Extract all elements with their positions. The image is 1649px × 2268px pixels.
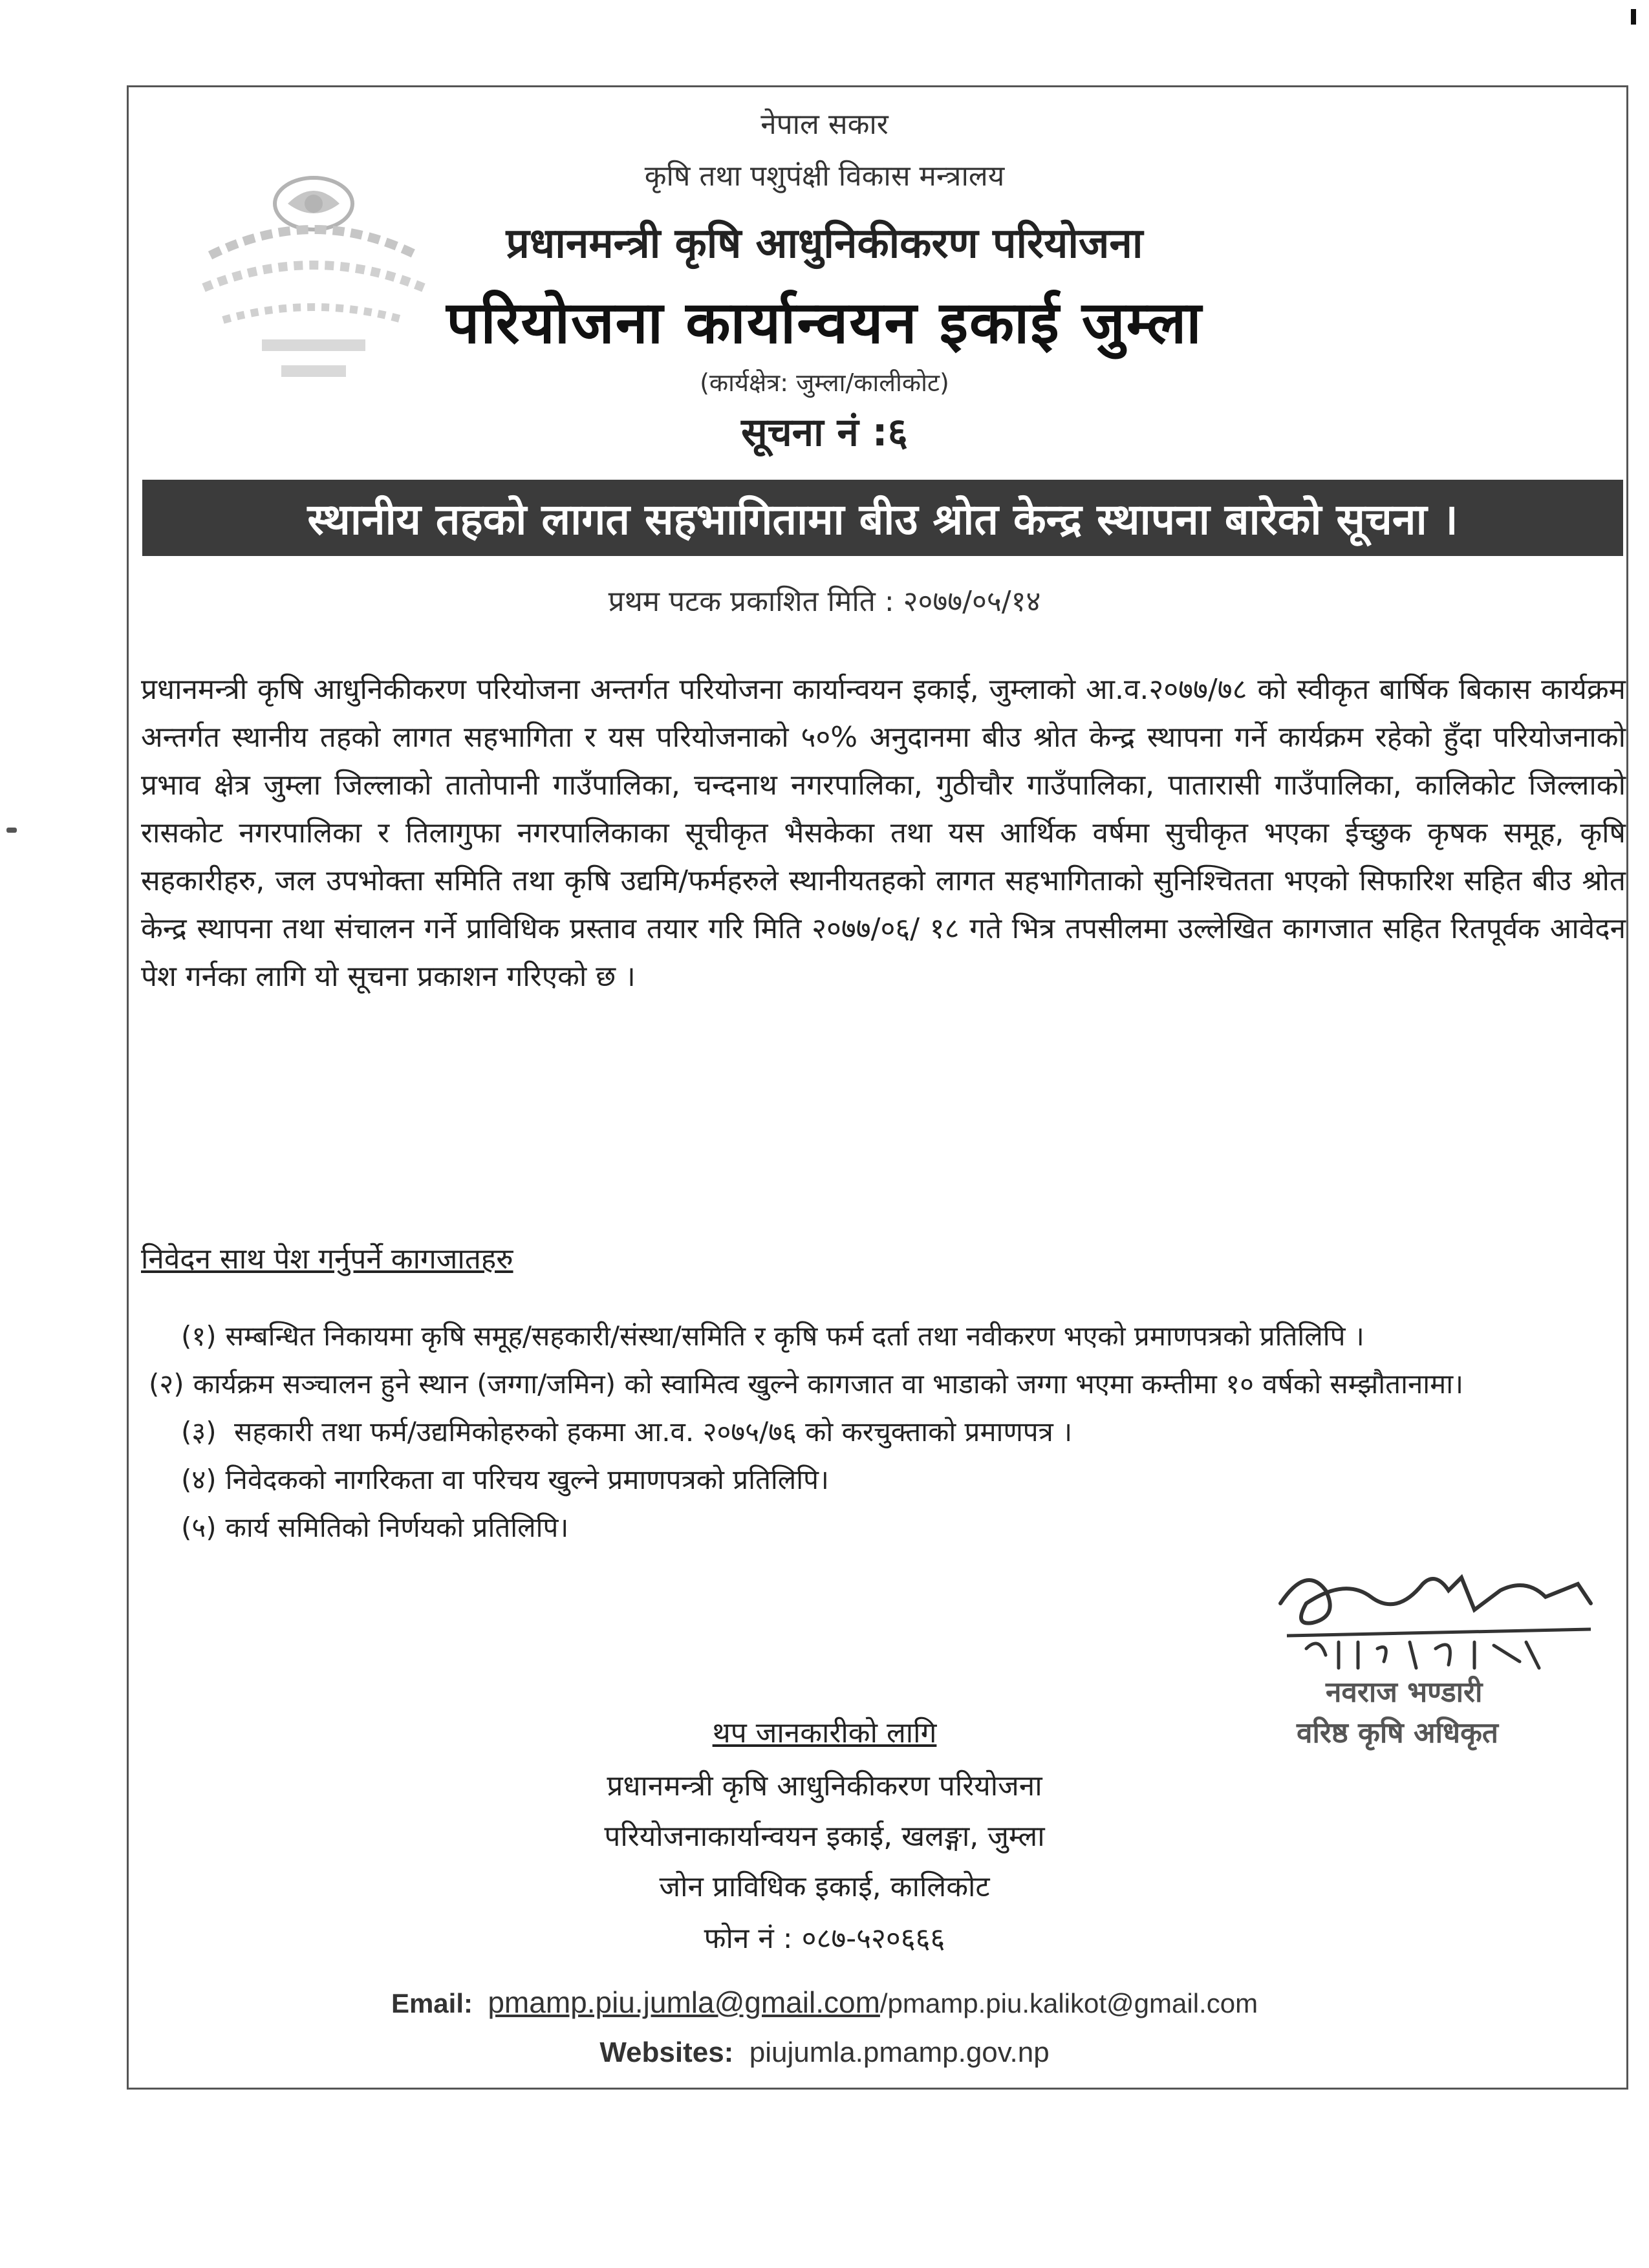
signatory-name: नवराज भण्डारी (1326, 1676, 1483, 1709)
government-name: नेपाल सकार (760, 108, 889, 141)
item-number: (१) (181, 1320, 217, 1352)
item-text: कार्यक्रम सञ्चालन हुने स्थान (जग्गा/जमिन) को स्वामित्व खुल्ने कागजात वा भाडाको जग्गा भएमा कम्तीमा १० वर्षको सम्झौतानामा। (193, 1368, 1464, 1400)
documents-heading: निवेदन साथ पेश गर्नुपर्ने कागजातहरु (141, 1243, 513, 1276)
item-text: निवेदकको नागरिकता वा परिचय खुल्ने प्रमाणपत्रको प्रतिलिपि। (225, 1464, 829, 1495)
notice-body: प्रधानमन्त्री कृषि आधुनिकीकरण परियोजना अन्तर्गत परियोजना कार्यान्वयन इकाई, जुम्लाको आ.व.२०७७/७८ को स्वीकृत बार्षिक बिकास कार्यक्रम अन्तर्गत स्थानीय तहको लागत सहभागिता र यस परियोजनाको ५०% अनुदानमा बीउ श्रोत केन्द्र स्थापना गर्ने कार्यक्रम रहेको हुँदा परियोजनाको प्रभाव क्षेत्र जुम्ला जिल्लाको तातोपानी गाउँपालिका, चन्दनाथ नगरपालिका, गुठीचौर गाउँपालिका, पातारासी गाउँपालिका, कालिकोट जिल्लाको रासकोट नगरपालिका र तिलागुफा नगरपालिकाका सूचीकृत भैसकेका तथा यस आर्थिक वर्षमा सुचीकृत भएका ईच्छुक कृषक समूह, कृषि सहकारीहरु, जल उपभोक्ता समिति तथा कृषि उद्यमि/फर्महरुले स्थानीयतहको लागत सहभागिताको सुनिश्चितता भएको सिफारिश सहित बीउ श्रोत केन्द्र स्थापना तथा संचालन गर्ने प्राविधिक प्रस्ताव तयार गरि मिति २०७७/०६/ १८ गते भित्र तपसीलमा उल्लेखित कागजात सहित रितपूर्वक आवेदन पेश गर्नका लागि यो सूचना प्रकाशन गरिएको छ । (141, 673, 1626, 993)
item-text: सम्बन्धित निकायमा कृषि समूह/सहकारी/संस्था/समिति र कृषि फर्म दर्ता तथा नवीकरण भएको प्रमाणपत्रको प्रतिलिपि । (225, 1320, 1364, 1352)
list-item (181, 1408, 1623, 1456)
item-text: सहकारी तथा फर्म/उद्यमिकोहरुको हकमा आ.व. २०७५/७६ को करचुक्ताको प्रमाणपत्र । (225, 1416, 1073, 1448)
published-date: प्रथम पटक प्रकाशित मिति : २०७७/०५/१४ (608, 585, 1041, 618)
notice-title: स्थानीय तहको लागत सहभागितामा बीउ श्रोत केन्द्र स्थापना बारेको सूचना । (307, 495, 1458, 544)
contact-line-unit: परियोजनाकार्यान्वयन इकाई, खलङ्गा, जुम्ला (604, 1820, 1045, 1853)
work-area: (कार्यक्षेत्र: जुम्ला/कालीकोट) (700, 369, 949, 397)
notice-number: सूचना नं :६ (741, 410, 908, 455)
contact-line-project: प्रधानमन्त्री कृषि आधुनिकीकरण परियोजना (607, 1770, 1042, 1803)
email-line (0, 1985, 1649, 2020)
list-item (181, 1504, 1623, 1552)
item-number: (५) (181, 1512, 217, 1543)
signatory-title: वरिष्ठ कृषि अधिकृत (1297, 1717, 1498, 1749)
contact-line-zone: जोन प्राविधिक इकाई, कालिकोट (659, 1870, 990, 1903)
project-name: प्रधानमन्त्री कृषि आधुनिकीकरण परियोजना (506, 220, 1143, 268)
scan-dot (6, 828, 17, 833)
website-link[interactable]: piujumla.pmamp.gov.np (749, 2037, 1050, 2068)
contact-heading: थप जानकारीको लागि (712, 1717, 937, 1749)
unit-name: परियोजना कार्यान्वयन इकाई जुम्ला (446, 289, 1203, 357)
item-number: (३) (181, 1416, 217, 1448)
scan-mark (1631, 9, 1636, 25)
ministry-name: कृषि तथा पशुपंक्षी विकास मन्त्रालय (644, 160, 1005, 193)
item-text: कार्य समितिको निर्णयको प्रतिलिपि। (225, 1512, 569, 1543)
item-number: (२) (149, 1368, 184, 1400)
list-item (181, 1456, 1623, 1504)
email-label: Email: (391, 1988, 473, 2018)
email-link-jumla[interactable]: pmamp.piu.jumla@gmail.com (488, 1985, 880, 2019)
list-item (149, 1360, 1623, 1408)
website-label: Websites: (599, 2037, 734, 2068)
list-item (181, 1312, 1623, 1360)
documents-list (149, 1312, 1623, 1552)
contact-phone: फोन नं : ०८७-५२०६६६ (704, 1922, 945, 1955)
notice-title-banner (142, 480, 1623, 556)
email-link-kalikot[interactable]: /pmamp.piu.kalikot@gmail.com (879, 1988, 1258, 2018)
item-number: (४) (181, 1464, 217, 1495)
website-line (0, 2037, 1649, 2069)
